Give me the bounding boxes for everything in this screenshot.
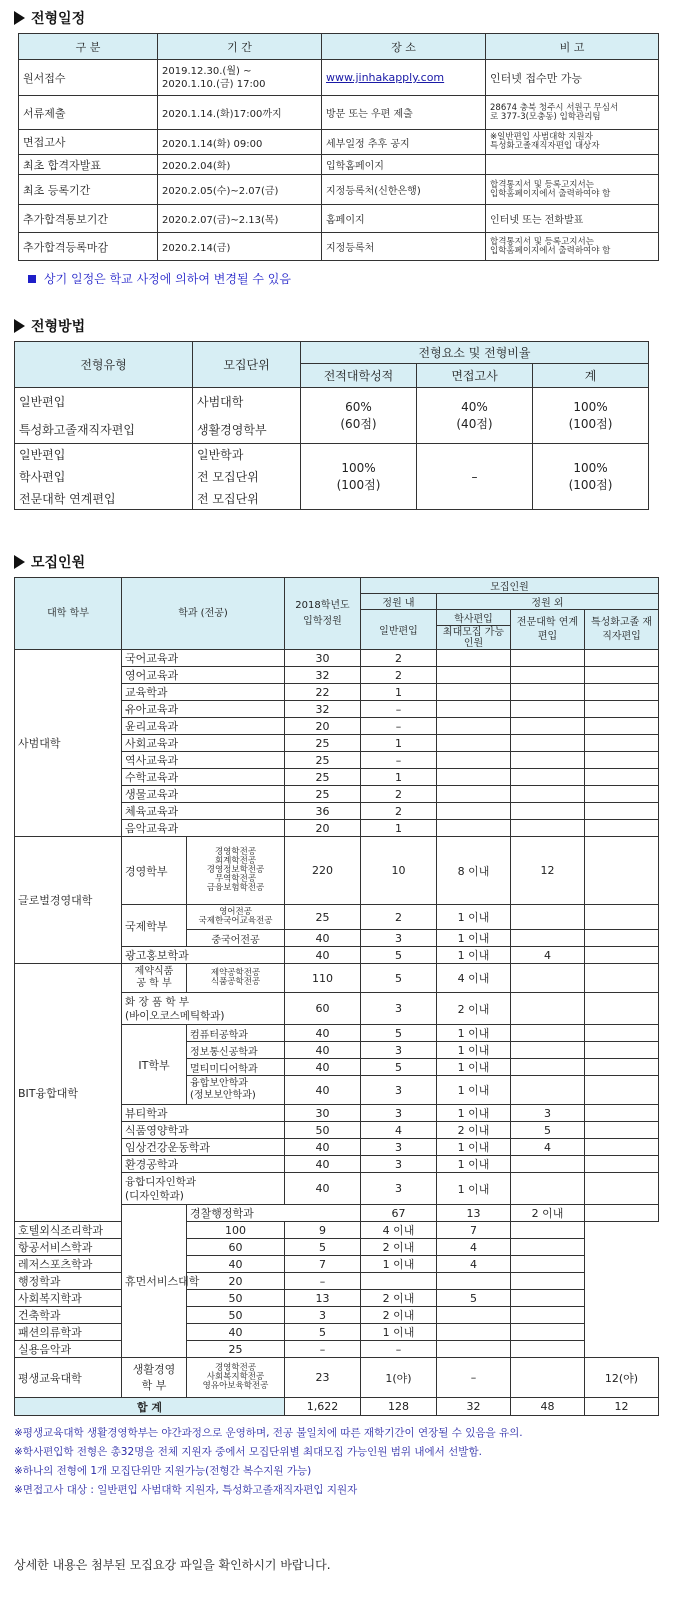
schedule-header: 기 간 — [158, 34, 322, 60]
quota-2018: 40 — [285, 947, 361, 964]
quota-link: 3 — [511, 1105, 585, 1122]
quota-general: 1 — [361, 769, 437, 786]
method-header-type: 전형유형 — [15, 342, 193, 388]
quota-link: 5 — [511, 1122, 585, 1139]
quota-general: – — [285, 1341, 361, 1358]
total-label: 합 계 — [15, 1398, 285, 1416]
schedule-note: 인터넷 접수만 가능 — [486, 60, 659, 96]
schedule-place: 홈페이지 — [322, 205, 486, 233]
quota-link — [437, 1307, 511, 1324]
dept-name: 생활경영 학 부 — [122, 1358, 187, 1398]
method-total: 100% (100점) — [533, 388, 649, 444]
table-row — [19, 130, 659, 155]
quota-header-out: 정원 외 — [437, 594, 659, 610]
quota-2018: 23 — [285, 1358, 361, 1398]
dept-name: 국어교육과 — [122, 650, 285, 667]
quota-bachelor: 1 이내 — [437, 905, 511, 930]
college-name: 휴먼서비스대학 — [122, 1205, 187, 1358]
quota-general: 3 — [361, 1105, 437, 1122]
quota-general: 3 — [361, 1156, 437, 1173]
schedule-place: 지정등록처(신한은행) — [322, 175, 486, 205]
quota-bachelor: 1 이내 — [437, 930, 511, 947]
dept-name: 윤리교육과 — [122, 718, 285, 735]
quota-general: 1(야) — [361, 1358, 437, 1398]
method-section-title: 전형방법 — [14, 316, 85, 336]
schedule-label: 최초 합격자발표 — [19, 155, 158, 175]
quota-2018: 100 — [187, 1222, 285, 1239]
quota-link: 4 — [437, 1239, 511, 1256]
square-bullet-icon — [28, 275, 36, 283]
quota-2018: 32 — [285, 667, 361, 684]
method-interview: 40% (40점) — [417, 388, 533, 444]
schedule-header: 비 고 — [486, 34, 659, 60]
quota-2018: 110 — [285, 964, 361, 993]
college-name: 사범대학 — [15, 650, 122, 837]
table-row — [15, 1239, 659, 1256]
footnotes — [14, 1424, 523, 1500]
footnote: ※평생교육대학 생활경영학부는 야간과정으로 운영하며, 전공 불일치에 따른 재학기간이 연장될 수 있음을 유의. — [14, 1427, 523, 1439]
quota-general: 10 — [361, 837, 437, 905]
quota-header-link: 전문대학 연계편입 — [511, 610, 585, 650]
method-type: 특성화고졸재직자편입 — [15, 416, 193, 444]
quota-bachelor: 4 이내 — [437, 964, 511, 993]
dept-name: 경찰행정학과 — [187, 1205, 361, 1222]
quota-2018: 40 — [285, 1042, 361, 1059]
quota-2018: 25 — [285, 786, 361, 803]
method-grade: 100% (100점) — [301, 444, 417, 510]
dept-name: 체육교육과 — [122, 803, 285, 820]
quota-general: 5 — [361, 947, 437, 964]
quota-bachelor: 2 이내 — [437, 993, 511, 1025]
quota-general: 9 — [285, 1222, 361, 1239]
quota-2018: 36 — [285, 803, 361, 820]
footer-message: 상세한 내용은 첨부된 모집요강 파일을 확인하시기 바랍니다. — [14, 1558, 331, 1572]
schedule-place: 방문 또는 우편 제출 — [322, 96, 486, 130]
dept-name: 수학교육과 — [122, 769, 285, 786]
quota-link — [585, 1205, 659, 1222]
quota-general: 5 — [285, 1239, 361, 1256]
total-link: 48 — [511, 1398, 585, 1416]
table-row — [19, 175, 659, 205]
quota-bachelor: 1 이내 — [361, 1256, 437, 1273]
quota-bachelor: 1 이내 — [437, 1173, 511, 1205]
method-header-unit: 모집단위 — [193, 342, 301, 388]
table-row — [15, 1341, 659, 1358]
dept-name: 식품영양학과 — [122, 1122, 285, 1139]
quota-header-general: 일반편입 — [361, 610, 437, 650]
footnote: ※하나의 전형에 1개 모집단위만 지원가능(전형간 복수지원 가능) — [14, 1465, 312, 1477]
quota-general: 2 — [361, 803, 437, 820]
dept-name: 레저스포츠학과 — [15, 1256, 187, 1273]
quota-general: 5 — [285, 1324, 361, 1341]
quota-header-dept: 학과 (전공) — [122, 578, 285, 650]
quota-header-recruit: 모집인원 — [361, 578, 659, 594]
table-row — [19, 205, 659, 233]
quota-bachelor — [361, 1273, 437, 1290]
quota-general: 1 — [361, 684, 437, 701]
footnote: ※학사편입학 전형은 총32명을 전체 지원자 중에서 모집단위별 최대모집 가능인원 범위 내에서 선발함. — [14, 1446, 482, 1458]
quota-general: 2 — [361, 786, 437, 803]
quota-bachelor: 1 이내 — [437, 1139, 511, 1156]
quota-general: 3 — [285, 1307, 361, 1324]
total-2018: 1,622 — [285, 1398, 361, 1416]
table-row — [15, 1324, 659, 1341]
table-row — [15, 1273, 659, 1290]
quota-header-bachelor-sub: 최대모집 가능인원 — [437, 626, 511, 650]
quota-general: – — [285, 1273, 361, 1290]
total-special: 12 — [585, 1398, 659, 1416]
schedule-note: 합격통지서 및 등록고지서는 입학홈페이지에서 출력하여야 함 — [486, 175, 659, 205]
quota-link — [437, 1341, 511, 1358]
dept-name: 융합디자인학과 (디자인학과) — [122, 1173, 285, 1205]
dept-name: 경영학부 — [122, 837, 187, 905]
schedule-label: 서류제출 — [19, 96, 158, 130]
dept-name: 국제학부 — [122, 905, 187, 947]
quota-general: 3 — [361, 930, 437, 947]
quota-2018: 25 — [187, 1341, 285, 1358]
college-name: 글로벌경영대학 — [15, 837, 122, 964]
quota-bachelor: 1 이내 — [437, 1076, 511, 1105]
quota-2018: 50 — [285, 1122, 361, 1139]
table-row — [15, 650, 659, 667]
dept-name: 화 장 품 학 부 (바이오코스메틱학과) — [122, 993, 285, 1025]
schedule-label: 면접고사 — [19, 130, 158, 155]
table-row — [15, 964, 659, 993]
dept-name: 음악교육과 — [122, 820, 285, 837]
method-table — [14, 341, 649, 510]
quota-link — [437, 1273, 511, 1290]
quota-2018: 40 — [285, 1076, 361, 1105]
method-unit: 생활경영학부 — [193, 416, 301, 444]
quota-general: 3 — [361, 1139, 437, 1156]
table-row — [15, 1307, 659, 1324]
dept-name: 제약식품 공 학 부 — [122, 964, 187, 993]
method-header-ratio: 전형요소 및 전형비율 — [301, 342, 649, 364]
quota-2018: 50 — [187, 1290, 285, 1307]
quota-2018: 220 — [285, 837, 361, 905]
method-header-total: 계 — [533, 364, 649, 388]
major-list: 영어전공 국제한국어교육전공 — [187, 905, 285, 930]
dept-name: 유아교육과 — [122, 701, 285, 718]
schedule-period: 2019.12.30.(월) ~ 2020.1.10.(금) 17:00 — [158, 60, 322, 96]
quota-general: 5 — [361, 1025, 437, 1042]
quota-2018: 60 — [285, 993, 361, 1025]
quota-header-special: 특성화고졸 재직자편입 — [585, 610, 659, 650]
quota-general: 4 — [361, 1122, 437, 1139]
table-row — [19, 96, 659, 130]
dept-name: 광고홍보학과 — [122, 947, 285, 964]
dept-name: 뷰티학과 — [122, 1105, 285, 1122]
quota-header-college: 대학 학부 — [15, 578, 122, 650]
major-name: 컴퓨터공학과 — [187, 1025, 285, 1042]
quota-header-2018: 2018학년도 입학정원 — [285, 578, 361, 650]
quota-2018: 67 — [361, 1205, 437, 1222]
quota-2018: 40 — [187, 1324, 285, 1341]
method-type: 일반편입 — [15, 444, 193, 466]
dept-name: 환경공학과 — [122, 1156, 285, 1173]
method-unit: 일반학과 — [193, 444, 301, 466]
schedule-place: 세부일정 추후 공지 — [322, 130, 486, 155]
quota-bachelor: 2 이내 — [361, 1239, 437, 1256]
method-grade: 60% (60점) — [301, 388, 417, 444]
schedule-note: 인터넷 또는 전화발표 — [486, 205, 659, 233]
quota-bachelor: – — [437, 1358, 511, 1398]
quota-2018: 40 — [285, 1156, 361, 1173]
quota-2018: 40 — [285, 930, 361, 947]
major-name: 정보통신공학과 — [187, 1042, 285, 1059]
quota-bachelor: 2 이내 — [361, 1307, 437, 1324]
schedule-note — [486, 155, 659, 175]
quota-2018: 40 — [285, 1025, 361, 1042]
quota-2018: 40 — [285, 1139, 361, 1156]
schedule-label: 추가합격통보기간 — [19, 205, 158, 233]
dept-name: 교육학과 — [122, 684, 285, 701]
table-row — [15, 1290, 659, 1307]
schedule-period: 2020.2.04(화) — [158, 155, 322, 175]
schedule-header: 장 소 — [322, 34, 486, 60]
dept-name: 항공서비스학과 — [15, 1239, 187, 1256]
dept-name: 역사교육과 — [122, 752, 285, 769]
dept-name: 사회복지학과 — [15, 1290, 187, 1307]
quota-2018: 50 — [187, 1307, 285, 1324]
major-list: 경영학전공 회계학전공 경영정보학전공 무역학전공 금융보험학전공 — [187, 837, 285, 905]
dept-name: 영어교육과 — [122, 667, 285, 684]
quota-bachelor: 1 이내 — [437, 1059, 511, 1076]
quota-2018: 20 — [285, 820, 361, 837]
table-row — [15, 837, 659, 905]
dept-name: 생물교육과 — [122, 786, 285, 803]
table-row — [19, 155, 659, 175]
quota-2018: 20 — [285, 718, 361, 735]
dept-name: 행정학과 — [15, 1273, 187, 1290]
dept-name: 호텔외식조리학과 — [15, 1222, 187, 1239]
quota-general: 13 — [437, 1205, 511, 1222]
schedule-label: 원서접수 — [19, 60, 158, 96]
quota-bachelor: 1 이내 — [437, 947, 511, 964]
quota-2018: 40 — [285, 1173, 361, 1205]
table-row — [19, 60, 659, 96]
schedule-header-row — [19, 34, 659, 60]
quota-bachelor: 8 이내 — [437, 837, 511, 905]
method-interview: – — [417, 444, 533, 510]
schedule-label: 최초 등록기간 — [19, 175, 158, 205]
dept-name: 건축학과 — [15, 1307, 187, 1324]
quota-2018: 40 — [285, 1059, 361, 1076]
method-type: 일반편입 — [15, 388, 193, 416]
table-row — [15, 1256, 659, 1273]
quota-bachelor: 2 이내 — [437, 1122, 511, 1139]
quota-general: 3 — [361, 1076, 437, 1105]
quota-link: 4 — [437, 1256, 511, 1273]
quota-bachelor: 1 이내 — [437, 1105, 511, 1122]
quota-general: 5 — [361, 964, 437, 993]
method-header-interview: 면접고사 — [417, 364, 533, 388]
major-name: 융합보안학과 (정보보안학과) — [187, 1076, 285, 1105]
method-unit: 전 모집단위 — [193, 466, 301, 488]
quota-general: 2 — [361, 650, 437, 667]
apply-link[interactable]: www.jinhakapply.com — [322, 60, 486, 96]
quota-2018: 25 — [285, 905, 361, 930]
schedule-place: 입학홈페이지 — [322, 155, 486, 175]
college-name: BIT융합대학 — [15, 964, 122, 1222]
quota-header-in: 정원 내 — [361, 594, 437, 610]
quota-bachelor: 2 이내 — [511, 1205, 585, 1222]
schedule-period: 2020.2.05(수)~2.07(금) — [158, 175, 322, 205]
quota-link: 5 — [437, 1290, 511, 1307]
quota-general: 3 — [361, 1042, 437, 1059]
quota-2018: 30 — [285, 1105, 361, 1122]
quota-link: 4 — [511, 1139, 585, 1156]
quota-special: 12(야) — [585, 1358, 659, 1398]
schedule-note: 28674 충북 청주시 서원구 무심서 로 377-3(모충동) 입학관리팀 — [486, 96, 659, 130]
quota-2018: 40 — [187, 1256, 285, 1273]
schedule-header: 구 분 — [19, 34, 158, 60]
quota-section-title: 모집인원 — [14, 552, 85, 572]
table-row — [15, 1358, 659, 1398]
quota-bachelor: 4 이내 — [361, 1222, 437, 1239]
major-list: 제약공학전공 식품공학전공 — [187, 964, 285, 993]
quota-2018: 32 — [285, 701, 361, 718]
quota-link — [511, 1156, 585, 1173]
triangle-icon — [14, 319, 25, 333]
quota-general: 7 — [285, 1256, 361, 1273]
schedule-table — [18, 33, 659, 261]
schedule-label: 추가합격등록마감 — [19, 233, 158, 261]
quota-general: – — [361, 752, 437, 769]
quota-2018: 25 — [285, 769, 361, 786]
dept-name: 임상건강운동학과 — [122, 1139, 285, 1156]
method-type: 전문대학 연계편입 — [15, 488, 193, 510]
quota-bachelor: 1 이내 — [437, 1156, 511, 1173]
quota-general: 3 — [361, 993, 437, 1025]
schedule-note: ※일반편입 사범대학 지원자 특성화고졸재직자편입 대상자 — [486, 130, 659, 155]
quota-link — [437, 1324, 511, 1341]
dept-name: 실용음악과 — [15, 1341, 187, 1358]
quota-general: 2 — [361, 905, 437, 930]
quota-bachelor: 1 이내 — [437, 1025, 511, 1042]
quota-general: 3 — [361, 1173, 437, 1205]
quota-bachelor: 2 이내 — [361, 1290, 437, 1307]
schedule-period: 2020.1.14(화) 09:00 — [158, 130, 322, 155]
quota-bachelor: 1 이내 — [361, 1324, 437, 1341]
method-unit: 사범대학 — [193, 388, 301, 416]
quota-2018: 20 — [187, 1273, 285, 1290]
quota-2018: 30 — [285, 650, 361, 667]
quota-2018: 25 — [285, 735, 361, 752]
quota-general: – — [361, 701, 437, 718]
schedule-notice: 상기 일정은 학교 사정에 의하여 변경될 수 있음 — [28, 270, 291, 287]
footnote: ※면접고사 대상 : 일반편입 사범대학 지원자, 특성화고졸재직자편입 지원자 — [14, 1484, 358, 1496]
dept-name: IT학부 — [122, 1025, 187, 1105]
dept-name: 패션의류학과 — [15, 1324, 187, 1341]
quota-general: 1 — [361, 820, 437, 837]
table-row — [15, 1222, 659, 1239]
quota-general: 1 — [361, 735, 437, 752]
quota-2018: 22 — [285, 684, 361, 701]
total-row — [15, 1398, 659, 1416]
schedule-period: 2020.2.14(금) — [158, 233, 322, 261]
triangle-icon — [14, 11, 25, 25]
triangle-icon — [14, 555, 25, 569]
major-list: 경영학전공 사회복지학전공 영유아보육학전공 — [187, 1358, 285, 1398]
schedule-period: 2020.1.14.(화)17:00까지 — [158, 96, 322, 130]
table-row — [19, 233, 659, 261]
schedule-place: 지정등록처 — [322, 233, 486, 261]
quota-general: 2 — [361, 667, 437, 684]
dept-name: 사회교육과 — [122, 735, 285, 752]
quota-bachelor: 1 이내 — [437, 1042, 511, 1059]
schedule-section-title: 전형일정 — [14, 8, 85, 28]
major-name: 중국어전공 — [187, 930, 285, 947]
major-name: 멀티미디어학과 — [187, 1059, 285, 1076]
quota-link: 7 — [437, 1222, 511, 1239]
quota-general: – — [361, 718, 437, 735]
method-type: 학사편입 — [15, 466, 193, 488]
quota-bachelor: – — [361, 1341, 437, 1358]
college-name: 평생교육대학 — [15, 1358, 122, 1398]
quota-general: 5 — [361, 1059, 437, 1076]
schedule-note: 합격통지서 및 등록고지서는 입학홈페이지에서 출력하여야 함 — [486, 233, 659, 261]
method-header-grade: 전적대학성적 — [301, 364, 417, 388]
quota-link: 12 — [511, 837, 585, 905]
method-total: 100% (100점) — [533, 444, 649, 510]
schedule-period: 2020.2.07(금)~2.13(목) — [158, 205, 322, 233]
quota-2018: 25 — [285, 752, 361, 769]
table-row — [15, 388, 649, 416]
quota-link: 4 — [511, 947, 585, 964]
quota-table — [14, 577, 659, 1416]
table-row — [15, 444, 649, 466]
quota-header-bachelor: 학사편입 — [437, 610, 511, 626]
quota-general: 13 — [285, 1290, 361, 1307]
total-bachelor: 32 — [437, 1398, 511, 1416]
total-general: 128 — [361, 1398, 437, 1416]
method-unit: 전 모집단위 — [193, 488, 301, 510]
quota-2018: 60 — [187, 1239, 285, 1256]
